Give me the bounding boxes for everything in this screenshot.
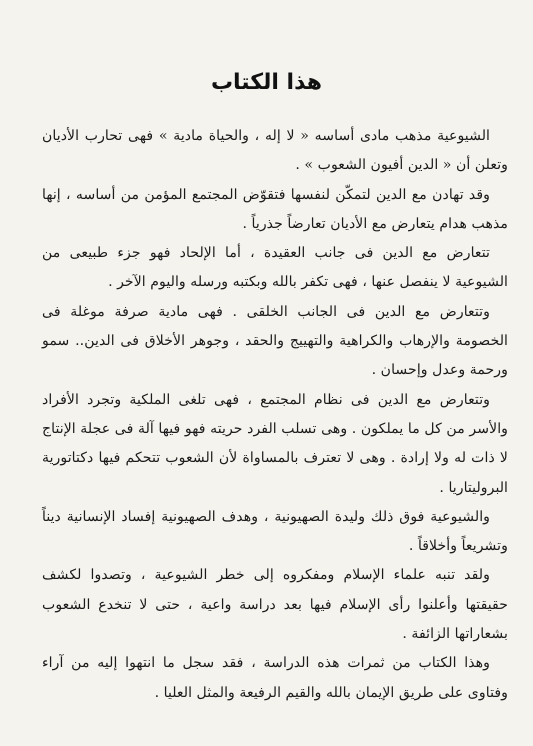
paragraph-7: ولقد تنبه علماء الإسلام ومفكروه إلى خطر الشيوعية ، وتصدوا لكشف حقيقتها وأعلنوا رأى الإسلام فيها بعد دراسة واعية ، حتى لا تنخدع الشعوب بشعاراتها الزائفة . [42, 567, 508, 643]
page-title: هذا الكتاب [210, 70, 323, 95]
paragraph-3: تتعارض مع الدين فى جانب العقيدة ، أما الإلحاد فهو جزء طبيعى من الشيوعية لا ينفصل عنها ، فهى تكفر بالله وبكتبه ورسله واليوم الآخر . [42, 245, 508, 291]
body-text [42, 122, 508, 708]
paragraph-8: وهذا الكتاب من ثمرات هذه الدراسة ، فقد سجل ما انتهوا إليه من آراء وفتاوى على طريق الإيمان بالله والقيم الرفيعة والمثل العليا . [42, 655, 508, 701]
paragraph-1: الشيوعية مذهب مادى أساسه « لا إله ، والحياة مادية » فهى تحارب الأديان وتعلن أن « الدين أفيون الشعوب » . [42, 128, 508, 174]
paragraph-4: وتتعارض مع الدين فى الجانب الخلقى . فهى مادية صرفة موغلة فى الخصومة والإرهاب والكراهية والتهييج والحقد ، وجوهر الأخلاق فى الدين.. سمو ورحمة وعدل وإحسان . [42, 303, 508, 379]
paragraph-5: وتتعارض مع الدين فى نظام المجتمع ، فهى تلغى الملكية وتجرد الأفراد والأسر من كل ما يملكون . وهى تسلب الفرد حريته فهو فيها آلة فى عجلة الإنتاج لا ذات له ولا إرادة . وهى لا تعترف بالمساواة لأن الشعوب تتحكم فيها دكتاتورية البروليتاريا . [42, 391, 508, 496]
paragraph-2: وقد تهادن مع الدين لتمكّن لنفسها فتقوّض المجتمع المؤمن من أساسه ، إنها مذهب هدام يتعارض مع الأديان تعارضاً جذرياً . [42, 186, 508, 232]
paragraph-6: والشيوعية فوق ذلك وليدة الصهيونية ، وهدف الصهيونية إفساد الإنسانية ديناً وتشريعاً وأخلاقاً . [42, 508, 508, 555]
